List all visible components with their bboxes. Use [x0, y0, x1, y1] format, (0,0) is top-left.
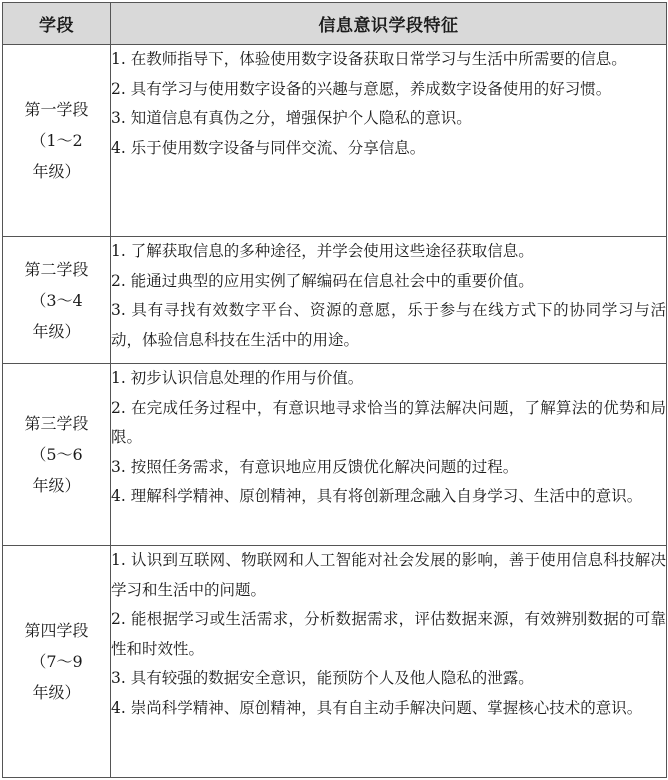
stage-cell	[3, 546, 111, 778]
stage-grade-suffix: 年级）	[32, 476, 81, 495]
features-cell	[111, 546, 667, 778]
feature-item: 4. 乐于使用数字设备与同伴交流、分享信息。	[111, 138, 426, 157]
stage-grade-suffix: 年级）	[32, 683, 81, 702]
feature-item: 3. 按照任务需求，有意识地应用反馈优化解决问题的过程。	[111, 457, 519, 476]
stage-grade-range: （3～4	[30, 290, 83, 310]
table-row-stage-1	[3, 45, 667, 237]
feature-item: 3. 知道信息有真伪之分，增强保护个人隐私的意识。	[111, 109, 472, 127]
table-row-stage-4	[3, 546, 667, 778]
stage-name: 第一学段	[24, 100, 89, 119]
feature-item: 2. 具有学习与使用数字设备的兴趣与意愿，养成数字设备使用的好习惯。	[111, 79, 612, 98]
header-stage: 学段	[3, 3, 111, 45]
stage-cell	[3, 237, 111, 364]
feature-item: 1. 认识到互联网、物联网和人工智能对社会发展的影响，善于使用信息科技解决学习和生活中的问题。	[111, 551, 666, 599]
features-cell	[111, 45, 667, 237]
feature-item: 1. 了解获取信息的多种途径，并学会使用这些途径获取信息。	[111, 242, 534, 260]
features-cell	[111, 364, 667, 546]
feature-item: 2. 能通过典型的应用实例了解编码在信息社会中的重要价值。	[111, 271, 534, 290]
feature-item: 4. 崇尚科学精神、原创精神，具有自主动手解决问题、掌握核心技术的意识。	[111, 698, 643, 717]
stage-cell	[3, 45, 111, 237]
stage-grade-suffix: 年级）	[32, 321, 81, 341]
stage-name: 第四学段	[24, 621, 89, 640]
feature-item: 2. 能根据学习或生活需求，分析数据需求，评估数据来源，有效辨别数据的可靠性和时效性。	[111, 610, 666, 658]
stage-grade-suffix: 年级）	[32, 162, 81, 181]
feature-item: 4. 理解科学精神、原创精神，具有将创新理念融入自身学习、生活中的意识。	[111, 487, 643, 505]
feature-item: 2. 在完成任务过程中，有意识地寻求恰当的算法解决问题，了解算法的优势和局限。	[111, 398, 666, 446]
feature-item: 1. 初步认识信息处理的作用与价值。	[111, 369, 364, 387]
info-awareness-stage-table	[2, 2, 667, 778]
stage-name: 第三学段	[24, 414, 89, 433]
table-row-stage-3	[3, 364, 667, 546]
features-cell	[111, 237, 667, 364]
table-header-row	[3, 3, 667, 45]
stage-cell	[3, 364, 111, 546]
header-features: 信息意识学段特征	[111, 3, 667, 45]
stage-name: 第二学段	[24, 259, 89, 279]
feature-item: 3. 具有寻找有效数字平台、资源的意愿，乐于参与在线方式下的协同学习与活动，体验信息科技在生活中的用途。	[111, 301, 666, 349]
feature-item: 3. 具有较强的数据安全意识，能预防个人及他人隐私的泄露。	[111, 669, 534, 687]
stage-grade-range: （7～9	[30, 652, 83, 671]
feature-item: 1. 在教师指导下，体验使用数字设备获取日常学习与生活中所需要的信息。	[111, 50, 627, 68]
table-row-stage-2	[3, 237, 667, 364]
stage-grade-range: （1～2	[30, 131, 83, 150]
stage-grade-range: （5～6	[30, 445, 83, 464]
